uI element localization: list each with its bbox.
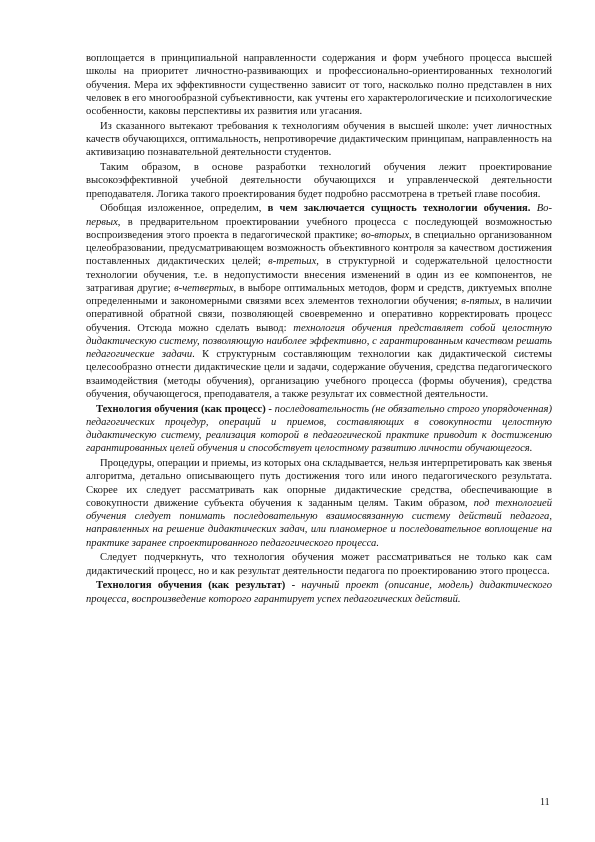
paragraph-4-text-5: , в наличии оперативной обратной связи, позволяющей своевременно и оперативно корректировать процесс обучения. Отсюда можно сделать вывод:: [86, 296, 552, 334]
paragraph-6-text: Процедуры, операции и приемы, из которых она складывается, нельзя интерпретировать как звенья алгоритма, детально описывающего путь достижения того или иного педагогического результата. Скорее их следует рассматривать как опорные дидактические средства, обеспечивающие в совокупности движение субъекта обучения к заданным целям. Таким образом,: [86, 458, 552, 509]
paragraph-4-text-2: , в специально организованном целеобразовании, предусматривающем возможность объективного контроля за качеством достижения поставленных дидактических целей;: [86, 229, 552, 268]
enum-fourth: в-четвертых: [174, 282, 234, 294]
paragraph-1: воплощается в принципиальной направленности содержания и форм учебного процесса высшей школы на приоритет личностно-развивающих и профессионально-ориентированных технологий обучения. Мера их эффективности существенно зависит от того, насколько полно представлен в них человек в его многообразной субъективности, как учтены его характерологические и психологические особенности, каковы перспективы их развития или угасания.: [86, 53, 552, 117]
enum-first: Во-первых: [86, 203, 552, 228]
paragraph-7: Следует подчеркнуть, что технология обучения может рассматриваться не только как сам дидактический процесс, но и как результат деятельности педагога по проектированию этого процесса.: [86, 552, 552, 577]
paragraph-3: Таким образом, в основе разработки технологий обучения лежит проектирование высокоэффективной учебной деятельности обучающихся и управленческой деятельности преподавателя. Логика такого проектирования будет подробно рассмотрена в третьей главе пособия.: [86, 162, 552, 200]
definition-result-term: Технология обучения (как результат) -: [96, 580, 296, 592]
technology-conclusion: технология обучения представляет собой целостную дидактическую систему, позволяющую наиболее эффективно, с гарантированным качеством решать педагогические задачи: [86, 322, 552, 360]
definition-result-text: научный проект (описание, модель) дидактического процесса, воспроизведение которого гарантирует успех педагогических действий.: [86, 580, 552, 605]
paragraph-6: [86, 457, 552, 550]
paragraph-2: Из сказанного вытекают требования к технологиям обучения в высшей школе: учет личностных качеств обучающихся, оптимальность, непротиворечие дидактическим принципам, направленность на активизацию познавательной деятельности студентов.: [86, 120, 552, 159]
paragraph-4-text-3: , в структурной и содержательной целостности технологии обучения, т.е. в недопустимости внесения изменений в один из ее компонентов, не затрагивая другие;: [86, 256, 552, 294]
paragraph-4-text-4: , в выборе оптимальных методов, форм и средств, диктуемых вполне определенными и закономерными связями всех элементов технологии обучения;: [86, 282, 552, 307]
definition-result: [86, 579, 552, 606]
paragraph-4-text-6: . К структурным составляющим технологии как дидактической системы целесообразно отнести дидактические цели и задачи, содержание обучения, средства педагогического взаимодействия (методы обучения), организацию учебного процесса (формы обучения), средства обучения, обучающегося, преподавателя, а также результат их совместной деятельности.: [86, 349, 552, 400]
essence-heading: в чем заключается сущность технологии обучения.: [267, 203, 531, 215]
paragraph-6-conclusion: под технологией обучения следует понимать последовательную взаимосвязанную систему действий педагога, направленных на решение дидактических задач, или планомерное и последовательное воплощение на практике заранее спроектированного педагогического процесса.: [86, 497, 552, 549]
enum-second: во-вторых: [361, 229, 410, 241]
enum-third: в-третьих: [268, 256, 317, 268]
definition-process-text: последовательность (не обязательно строго упорядоченная) педагогических процедур, операций и приемов, составляющих в совокупности целостную дидактическую систему, реализация которой в педагогической практике приводит к достижению гарантированных целей обучения и способствует целостному развитию личности обучающегося.: [86, 403, 552, 455]
definition-process: [86, 403, 552, 456]
paragraph-4-text-1: , в предварительном проектировании учебного процесса с последующей возможностью воспроизведения этого проекта в педагогической практике;: [86, 216, 552, 241]
definition-process-term: Технология обучения (как процесс) -: [96, 403, 272, 415]
enum-fifth: в-пятых: [461, 296, 500, 307]
paragraph-4-intro: Обобщая изложенное, определим,: [100, 203, 268, 215]
page-number: 11: [540, 797, 550, 808]
paragraph-4: [86, 202, 552, 401]
body-text: [86, 52, 552, 607]
